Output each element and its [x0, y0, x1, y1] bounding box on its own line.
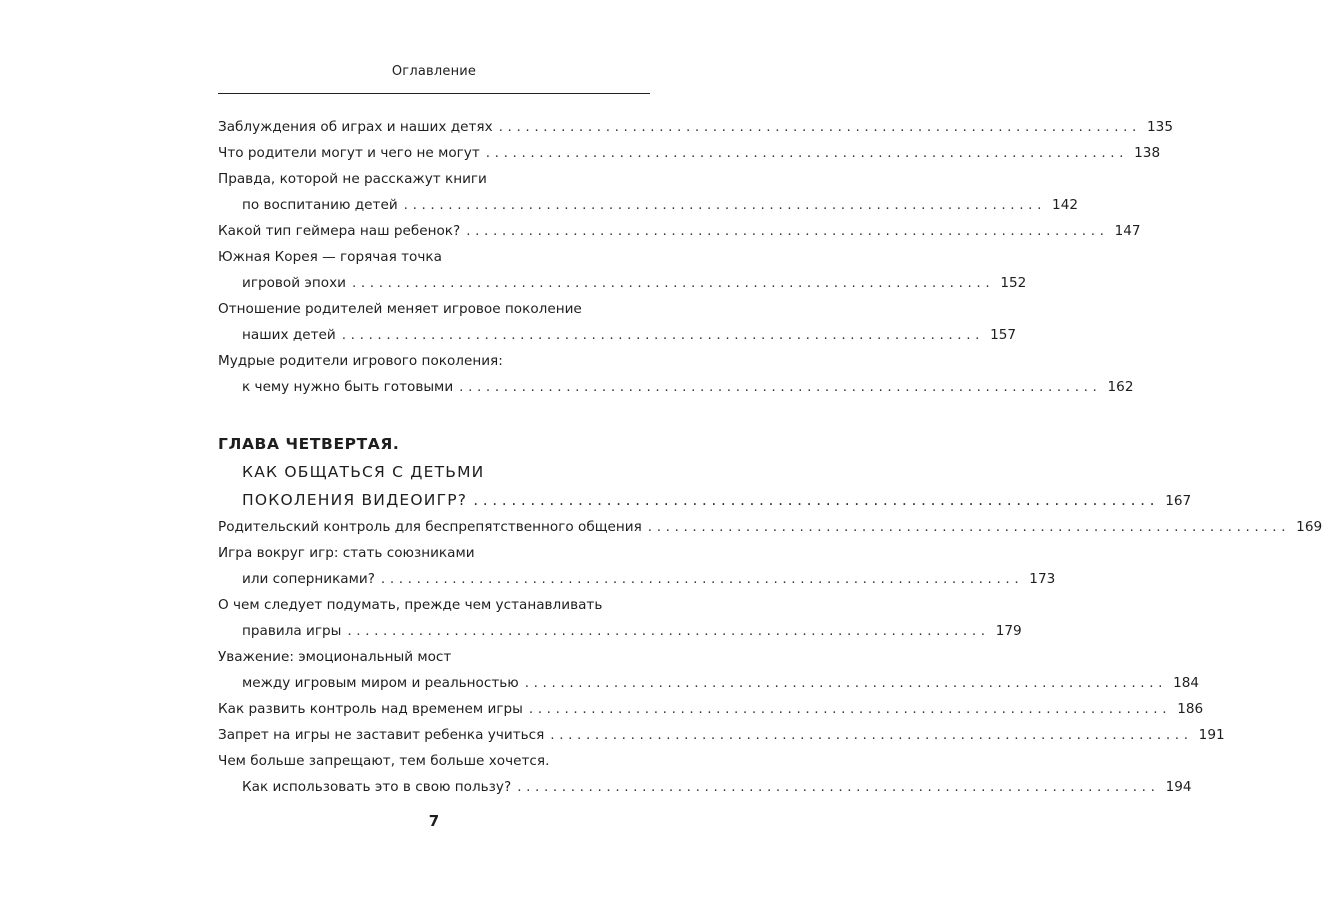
toc-entry-text: игровой эпохи: [242, 275, 346, 291]
toc-entry-text: наших детей: [242, 327, 336, 343]
toc-entry-text: Мудрые родители игрового поколения:: [218, 353, 503, 369]
toc-entry[interactable]: [218, 592, 1022, 644]
chapter-subtitle-line2-row[interactable]: [218, 486, 1192, 514]
toc-entry-line: [218, 348, 618, 374]
chapter-heading: [218, 430, 1192, 514]
toc-entry-line: [218, 218, 1141, 244]
toc-entry[interactable]: [218, 722, 1225, 748]
leader-dots: ........................................................................: [351, 275, 995, 291]
leader-dots: ........................................................................: [528, 701, 1172, 717]
leader-dots: ........................................................................: [550, 727, 1193, 743]
page-folio: 7: [428, 812, 440, 830]
leader-dots: ........................................................................: [473, 491, 1160, 509]
leader-dots: ........................................................................: [524, 675, 1168, 691]
toc-entry-text: Что родители могут и чего не могут: [218, 145, 480, 161]
toc-entry-text: Заблуждения об играх и наших детях: [218, 119, 493, 135]
page-number: 173: [1029, 571, 1056, 587]
toc-entry-text: по воспитанию детей: [242, 197, 398, 213]
toc-entry[interactable]: [218, 244, 1027, 296]
toc-entry-line: [218, 748, 618, 774]
toc-entry-line: [218, 592, 618, 618]
page-number: 152: [1000, 275, 1027, 291]
running-header: Оглавление: [391, 64, 477, 79]
toc-entry-line: [218, 114, 1173, 140]
toc-entry[interactable]: [218, 540, 1056, 592]
toc-entry[interactable]: [218, 114, 1173, 140]
toc-entry-line: [218, 140, 1161, 166]
page-number: 142: [1052, 197, 1078, 213]
toc-entry-text: Уважение: эмоциональный мост: [218, 649, 452, 665]
page-number: 184: [1173, 675, 1200, 691]
chapter-subtitle-line1: КАК ОБЩАТЬСЯ С ДЕТЬМИ: [242, 463, 485, 481]
toc-entry-line: [218, 566, 1056, 592]
toc-entry[interactable]: [218, 296, 1017, 348]
toc-entry-line: [218, 774, 1192, 800]
toc-entry[interactable]: [218, 748, 1192, 800]
page-number: 162: [1107, 379, 1134, 395]
toc-entry-line: [218, 270, 1027, 296]
toc-entry-line: [218, 670, 1200, 696]
page-number: 186: [1177, 701, 1204, 717]
toc-entry[interactable]: [218, 218, 1141, 244]
leader-dots: ........................................................................: [485, 145, 1129, 161]
leader-dots: ........................................................................: [498, 119, 1141, 135]
page-number: 191: [1198, 727, 1225, 743]
table-of-contents: [218, 114, 1322, 800]
leader-dots: ........................................................................: [403, 197, 1046, 213]
toc-entry[interactable]: [218, 348, 1134, 400]
page-number: 157: [990, 327, 1017, 343]
toc-entry-line: [218, 296, 618, 322]
toc-section-top: [218, 114, 1173, 400]
leader-dots: ........................................................................: [347, 623, 990, 639]
toc-entry-text: или соперниками?: [242, 571, 375, 587]
toc-entry-line: [218, 322, 1017, 348]
chapter-title: ГЛАВА ЧЕТВЕРТАЯ.: [218, 435, 400, 453]
toc-entry-line: [218, 540, 618, 566]
page-number: 147: [1114, 223, 1141, 239]
leader-dots: ........................................................................: [459, 379, 1102, 395]
page-number: 138: [1134, 145, 1161, 161]
toc-entry-text: правила игры: [242, 623, 342, 639]
toc-entry[interactable]: [218, 514, 1322, 540]
toc-entry[interactable]: [218, 644, 1200, 696]
toc-entry-text: Отношение родителей меняет игровое поколение: [218, 301, 582, 317]
leader-dots: ........................................................................: [517, 779, 1160, 795]
toc-entry-line: [218, 374, 1134, 400]
toc-entry-line: [218, 514, 1322, 540]
toc-entry-text: Родительский контроль для беспрепятственного общения: [218, 519, 642, 535]
leader-dots: ........................................................................: [647, 519, 1291, 535]
toc-entry-text: Как развить контроль над временем игры: [218, 701, 523, 717]
leader-dots: ........................................................................: [341, 327, 985, 343]
page-number: 169: [1296, 519, 1322, 535]
toc-entry[interactable]: [218, 140, 1161, 166]
toc-entry[interactable]: [218, 166, 1078, 218]
toc-entry-line: [218, 696, 1204, 722]
toc-entry-text: к чему нужно быть готовыми: [242, 379, 454, 395]
toc-entry-text: Запрет на игры не заставит ребенка учиться: [218, 727, 545, 743]
leader-dots: ........................................................................: [466, 223, 1109, 239]
toc-entry-line: [218, 644, 618, 670]
page-number: 194: [1165, 779, 1192, 795]
toc-entry-text: О чем следует подумать, прежде чем устанавливать: [218, 597, 603, 613]
header-rule: [218, 93, 650, 94]
toc-entry-text: Как использовать это в свою пользу?: [242, 779, 512, 795]
chapter-subtitle-line2: ПОКОЛЕНИЯ ВИДЕОИГР?: [242, 491, 468, 509]
toc-entry-text: Южная Корея — горячая точка: [218, 249, 442, 265]
leader-dots: ........................................................................: [380, 571, 1024, 587]
toc-entry-text: Правда, которой не расскажут книги: [218, 171, 487, 187]
toc-entry[interactable]: [218, 696, 1204, 722]
page-number: 135: [1147, 119, 1173, 135]
page-number: 179: [995, 623, 1022, 639]
toc-entry-line: [218, 166, 618, 192]
toc-entry-line: [218, 192, 1078, 218]
toc-entry-line: [218, 722, 1225, 748]
toc-entry-text: между игровым миром и реальностью: [242, 675, 519, 691]
toc-entry-text: Какой тип геймера наш ребенок?: [218, 223, 461, 239]
toc-entry-text: Чем больше запрещают, тем больше хочется.: [218, 753, 550, 769]
toc-section-bottom: [218, 514, 1322, 800]
toc-entry-text: Игра вокруг игр: стать союзниками: [218, 545, 475, 561]
page-number: 167: [1165, 493, 1192, 509]
toc-entry-line: [218, 244, 618, 270]
toc-entry-line: [218, 618, 1022, 644]
